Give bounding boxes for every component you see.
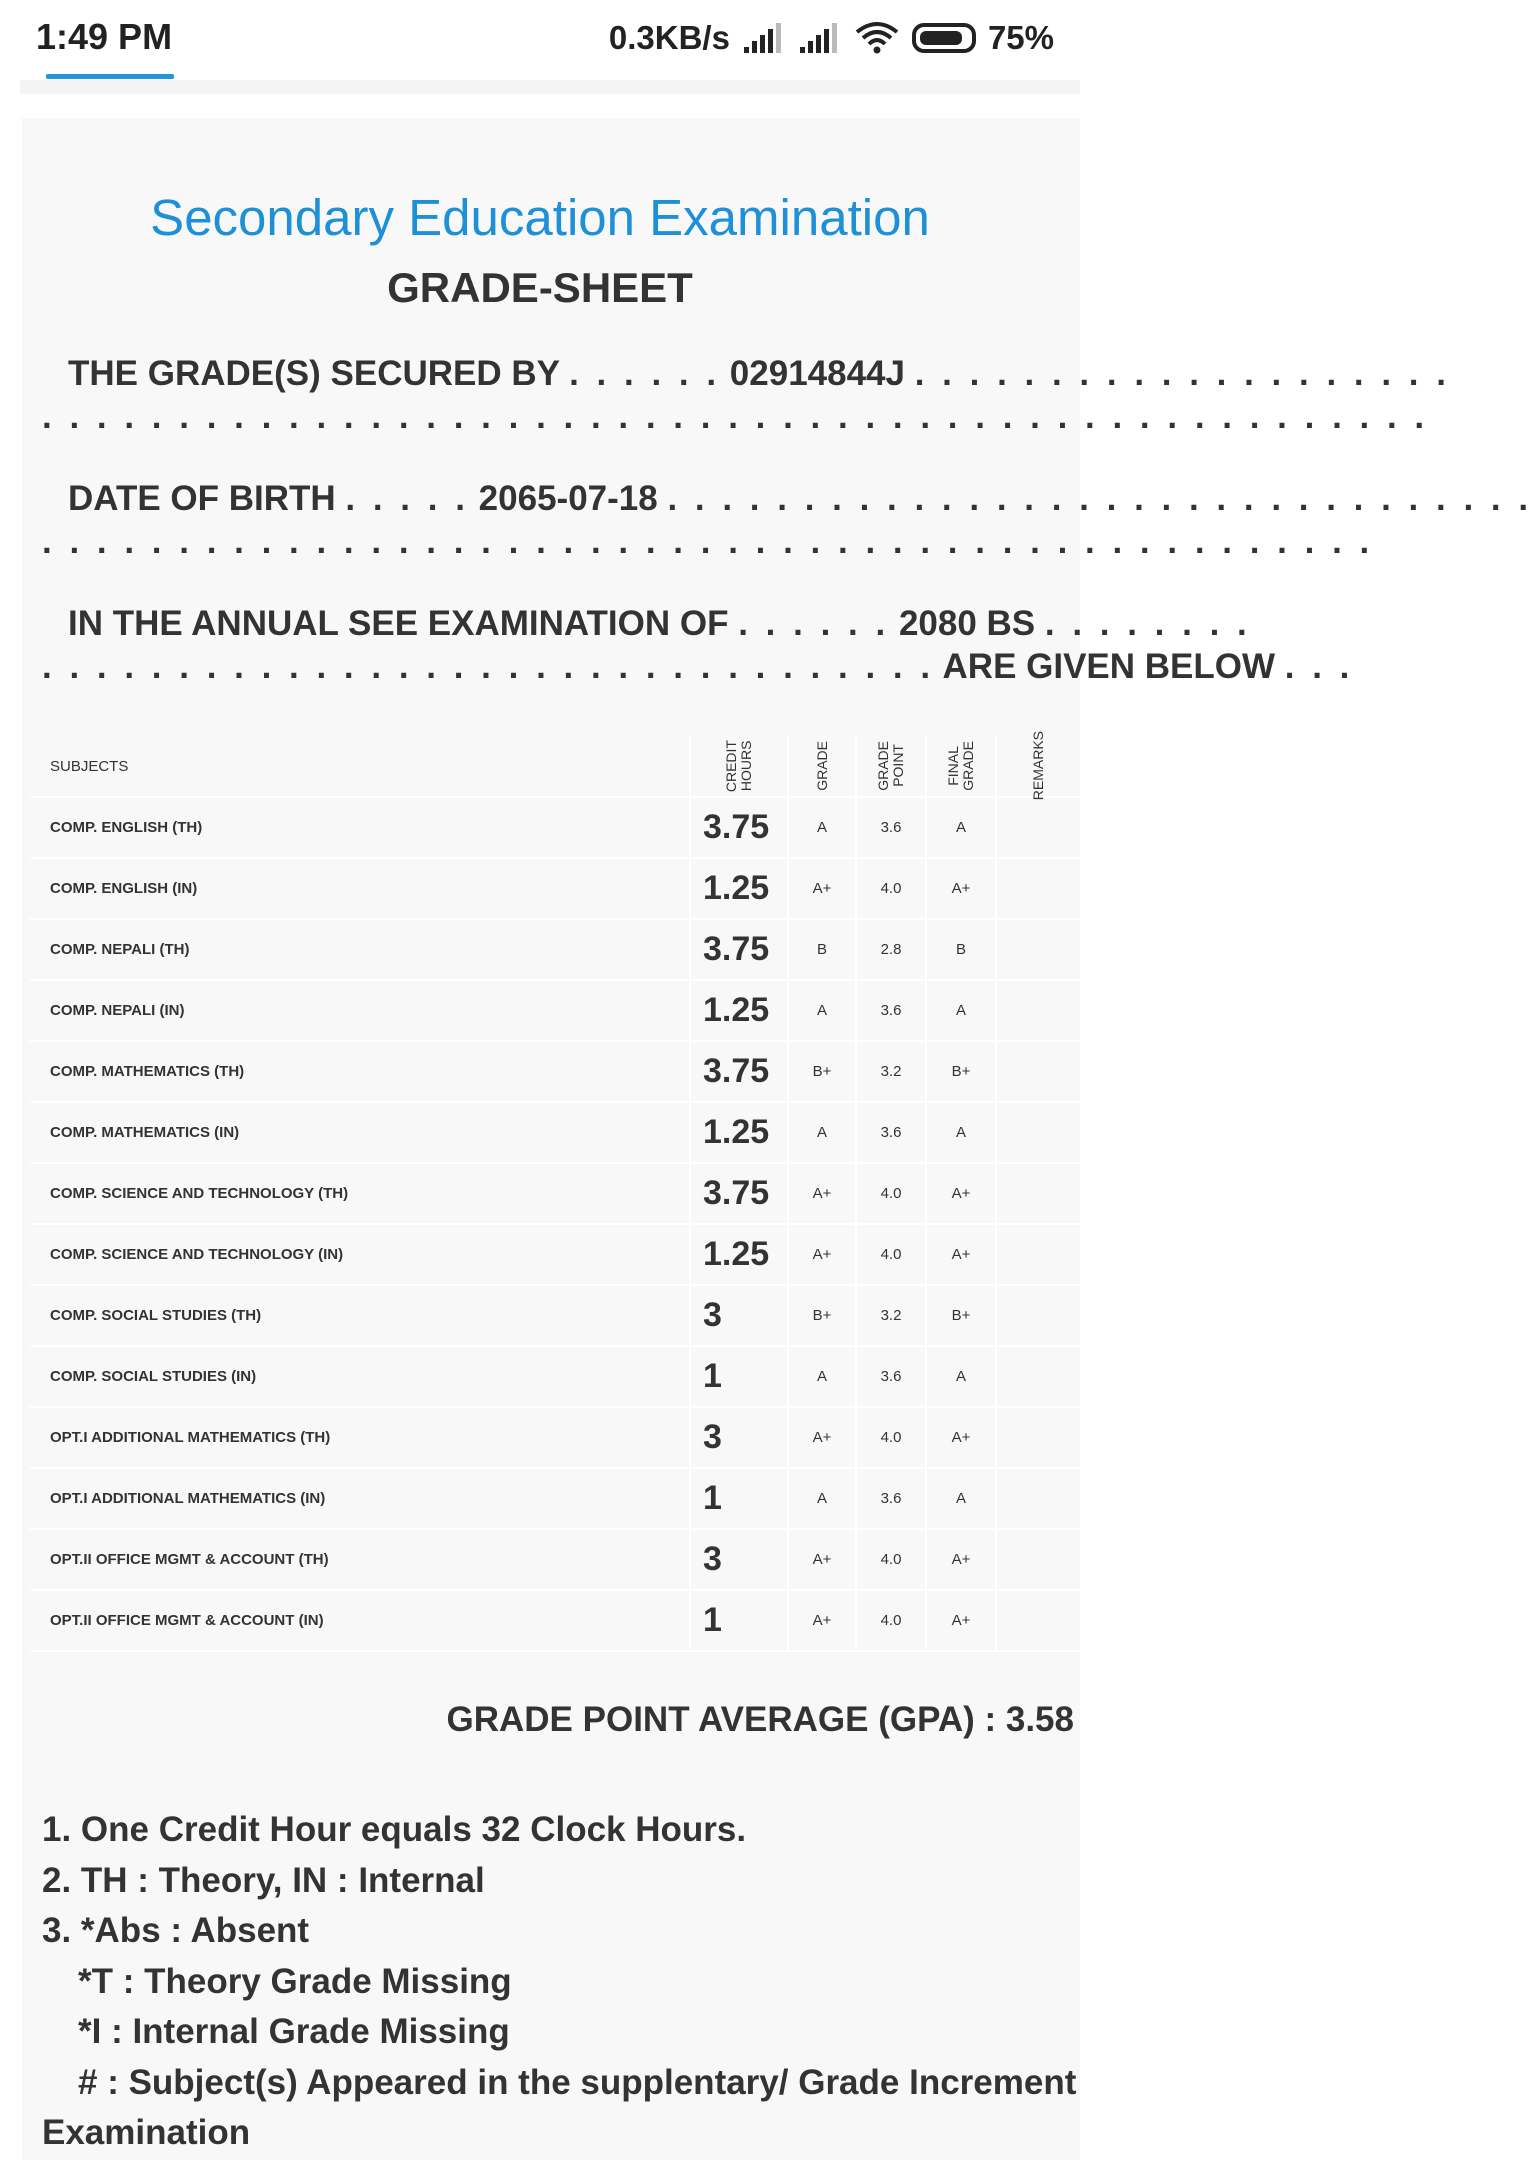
credit-hours-header: CREDIT HOURS	[690, 736, 788, 797]
final-grade-cell: A+	[926, 1163, 996, 1224]
credit-hours-cell: 1	[690, 1590, 788, 1651]
remarks-cell	[996, 858, 1080, 919]
grade-point-cell: 3.6	[856, 980, 926, 1041]
grade-header: GRADE	[788, 736, 856, 797]
remarks-cell	[996, 1163, 1080, 1224]
final-grade-cell: A+	[926, 1224, 996, 1285]
grade-cell: B+	[788, 1041, 856, 1102]
battery-icon	[912, 23, 976, 53]
exam-line: IN THE ANNUAL SEE EXAMINATION OF . . . . . . 2080 BS . . . . . . . . . . . . . . . . . . . . . . . . . . . . . . . . . . . . . . . . . ARE GIVEN BELOW . . .	[42, 604, 1354, 686]
credit-hours-cell: 1	[690, 1468, 788, 1529]
network-speed: 0.3KB/s	[608, 19, 730, 56]
table-row	[30, 1590, 1080, 1651]
table-row	[30, 1102, 1080, 1163]
given-below-text: ARE GIVEN BELOW	[942, 647, 1276, 686]
subject-cell: COMP. MATHEMATICS (IN)	[30, 1102, 690, 1163]
credit-hours-cell: 1.25	[690, 858, 788, 919]
table-row	[30, 1041, 1080, 1102]
subject-cell: COMP. ENGLISH (IN)	[30, 858, 690, 919]
table-row	[30, 1529, 1080, 1590]
note-line: 2. TH : Theory, IN : Internal	[42, 1860, 485, 1900]
table-row	[30, 1407, 1080, 1468]
grade-cell: A	[788, 980, 856, 1041]
dob-value: 2065-07-18	[478, 479, 658, 518]
final-grade-cell: A+	[926, 1407, 996, 1468]
gpa-summary: GRADE POINT AVERAGE (GPA) : 3.58	[446, 1700, 1074, 1739]
final-grade-cell: A	[926, 980, 996, 1041]
subject-cell: COMP. NEPALI (IN)	[30, 980, 690, 1041]
remarks-cell	[996, 980, 1080, 1041]
sheet-title: GRADE-SHEET	[387, 264, 693, 311]
grade-cell: A	[788, 1346, 856, 1407]
remarks-cell	[996, 1346, 1080, 1407]
final-grade-cell: A	[926, 1346, 996, 1407]
table-row	[30, 919, 1080, 980]
subject-cell: COMP. SOCIAL STUDIES (IN)	[30, 1346, 690, 1407]
grade-point-cell: 3.6	[856, 797, 926, 858]
signal-icon	[742, 21, 786, 55]
exam-label: IN THE ANNUAL SEE EXAMINATION OF	[68, 604, 729, 643]
note-line: # : Subject(s) Appeared in the supplentary/ Grade Increment	[78, 2062, 1077, 2102]
signal-icon-2	[798, 21, 842, 55]
final-grade-cell: A+	[926, 858, 996, 919]
grade-point-cell: 4.0	[856, 1590, 926, 1651]
table-row	[30, 1163, 1080, 1224]
grade-cell: B+	[788, 1285, 856, 1346]
remarks-cell	[996, 1407, 1080, 1468]
note-line: Examination	[42, 2113, 251, 2152]
credit-hours-cell: 3.75	[690, 797, 788, 858]
grade-cell: A	[788, 797, 856, 858]
subject-cell: COMP. SOCIAL STUDIES (TH)	[30, 1285, 690, 1346]
tab-indicator	[46, 74, 174, 79]
subject-cell: OPT.I ADDITIONAL MATHEMATICS (IN)	[30, 1468, 690, 1529]
credit-hours-cell: 3.75	[690, 1041, 788, 1102]
table-row	[30, 980, 1080, 1041]
table-row	[30, 1285, 1080, 1346]
credit-hours-cell: 1	[690, 1346, 788, 1407]
table-body	[30, 797, 1080, 1651]
status-time: 1:49 PM	[36, 16, 173, 57]
subject-cell: OPT.II OFFICE MGMT & ACCOUNT (IN)	[30, 1590, 690, 1651]
table-header-row	[30, 736, 1080, 797]
final-grade-cell: A	[926, 1102, 996, 1163]
final-grade-cell: A	[926, 797, 996, 858]
grade-cell: A+	[788, 1407, 856, 1468]
remarks-cell	[996, 1529, 1080, 1590]
credit-hours-cell: 3	[690, 1285, 788, 1346]
exam-value: 2080 BS	[898, 604, 1036, 643]
subject-cell: COMP. MATHEMATICS (TH)	[30, 1041, 690, 1102]
grade-cell: B	[788, 919, 856, 980]
grade-cell: A+	[788, 858, 856, 919]
table-row	[30, 1468, 1080, 1529]
subject-cell: OPT.II OFFICE MGMT & ACCOUNT (TH)	[30, 1529, 690, 1590]
subject-cell: COMP. NEPALI (TH)	[30, 919, 690, 980]
credit-hours-cell: 1.25	[690, 1102, 788, 1163]
grade-point-cell: 4.0	[856, 1529, 926, 1590]
note-line: 1. One Credit Hour equals 32 Clock Hours.	[42, 1810, 747, 1849]
grade-point-cell: 4.0	[856, 1224, 926, 1285]
remarks-cell	[996, 1468, 1080, 1529]
grades-table	[30, 731, 1080, 1652]
note-line: 3. *Abs : Absent	[42, 1911, 310, 1950]
remarks-header: REMARKS	[996, 736, 1080, 797]
credit-hours-cell: 3	[690, 1529, 788, 1590]
remarks-cell	[996, 1590, 1080, 1651]
final-grade-cell: A	[926, 1468, 996, 1529]
credit-hours-cell: 1.25	[690, 1224, 788, 1285]
final-grade-cell: B	[926, 919, 996, 980]
grade-cell: A	[788, 1468, 856, 1529]
grade-cell: A+	[788, 1529, 856, 1590]
grade-point-cell: 4.0	[856, 1407, 926, 1468]
remarks-cell	[996, 1224, 1080, 1285]
grade-point-cell: 4.0	[856, 858, 926, 919]
final-grade-cell: B+	[926, 1285, 996, 1346]
remarks-cell	[996, 1102, 1080, 1163]
grade-cell: A+	[788, 1163, 856, 1224]
final-grade-header: FINAL GRADE	[926, 736, 996, 797]
top-strip	[20, 80, 1080, 94]
grade-point-cell: 3.2	[856, 1285, 926, 1346]
final-grade-cell: A+	[926, 1529, 996, 1590]
grade-point-header: GRADE POINT	[856, 736, 926, 797]
table-row	[30, 797, 1080, 858]
table-row	[30, 858, 1080, 919]
subject-cell: COMP. ENGLISH (TH)	[30, 797, 690, 858]
exam-title: Secondary Education Examination	[150, 189, 930, 246]
table-row	[30, 1224, 1080, 1285]
remarks-cell	[996, 1285, 1080, 1346]
table-row	[30, 1346, 1080, 1407]
subject-cell: OPT.I ADDITIONAL MATHEMATICS (TH)	[30, 1407, 690, 1468]
credit-hours-cell: 3.75	[690, 919, 788, 980]
subject-cell: COMP. SCIENCE AND TECHNOLOGY (IN)	[30, 1224, 690, 1285]
grade-point-cell: 3.6	[856, 1468, 926, 1529]
grade-point-cell: 3.6	[856, 1346, 926, 1407]
dob-line: DATE OF BIRTH . . . . . 2065-07-18 . . . . . . . . . . . . . . . . . . . . . . . . . . . . . . . . . . . . . . . . . . . . . . . . . . . . . . . . . . . . . . . . . . . . . . . . . . . . . . . . .	[42, 479, 1532, 561]
grade-point-cell: 4.0	[856, 1163, 926, 1224]
remarks-cell	[996, 1041, 1080, 1102]
grade-point-cell: 3.2	[856, 1041, 926, 1102]
final-grade-cell: B+	[926, 1041, 996, 1102]
credit-hours-cell: 3	[690, 1407, 788, 1468]
battery-percent: 75%	[987, 19, 1054, 56]
final-grade-cell: A+	[926, 1590, 996, 1651]
remarks-cell	[996, 919, 1080, 980]
grade-point-cell: 3.6	[856, 1102, 926, 1163]
wifi-icon	[854, 20, 900, 56]
remarks-cell	[996, 797, 1080, 858]
credit-hours-cell: 1.25	[690, 980, 788, 1041]
credit-hours-cell: 3.75	[690, 1163, 788, 1224]
grade-cell: A+	[788, 1224, 856, 1285]
grade-cell: A	[788, 1102, 856, 1163]
note-line: *T : Theory Grade Missing	[78, 1961, 512, 2001]
secured-by-value: 02914844J	[729, 354, 905, 393]
grade-point-cell: 2.8	[856, 919, 926, 980]
secured-by-line: THE GRADE(S) SECURED BY . . . . . . 02914844J . . . . . . . . . . . . . . . . . . . . . . . . . . . . . . . . . . . . . . . . . . . . . . . . . . . . . . . . . . . . . . . . . . . . . . .	[42, 354, 1450, 436]
status-icons	[609, 14, 1054, 62]
secured-by-label: THE GRADE(S) SECURED BY	[68, 354, 560, 393]
subject-cell: COMP. SCIENCE AND TECHNOLOGY (TH)	[30, 1163, 690, 1224]
grade-cell: A+	[788, 1590, 856, 1651]
status-bar	[0, 0, 1080, 78]
note-line: *I : Internal Grade Missing	[78, 2012, 510, 2051]
subjects-header: SUBJECTS	[30, 736, 690, 797]
dob-label: DATE OF BIRTH	[68, 479, 336, 518]
notes-section	[42, 1805, 1077, 2159]
